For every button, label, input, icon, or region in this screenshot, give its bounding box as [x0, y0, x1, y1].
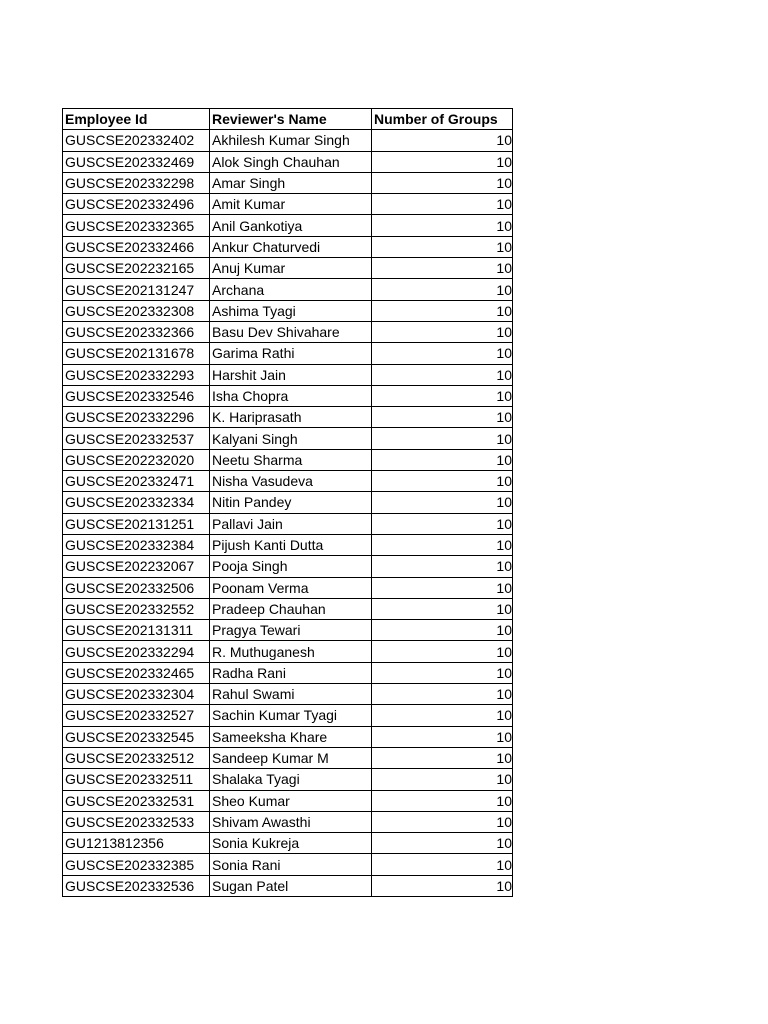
cell-reviewer-name[interactable]: Poonam Verma — [210, 577, 372, 598]
table-row — [63, 556, 513, 577]
cell-reviewer-name[interactable]: Anuj Kumar — [210, 258, 372, 279]
cell-number-of-groups[interactable]: 10 — [372, 705, 513, 726]
table-row — [63, 598, 513, 619]
cell-number-of-groups[interactable]: 10 — [372, 130, 513, 151]
table-row — [63, 875, 513, 896]
table-row — [63, 449, 513, 470]
reviewer-table — [62, 108, 513, 897]
table-row — [63, 534, 513, 555]
cell-reviewer-name[interactable]: Pradeep Chauhan — [210, 598, 372, 619]
cell-reviewer-name[interactable]: Amit Kumar — [210, 194, 372, 215]
cell-reviewer-name[interactable]: Sonia Rani — [210, 854, 372, 875]
cell-employee-id[interactable]: GU1213812356 — [63, 833, 210, 854]
cell-reviewer-name[interactable]: Amar Singh — [210, 172, 372, 193]
cell-employee-id[interactable]: GUSCSE202332533 — [63, 811, 210, 832]
cell-reviewer-name[interactable]: Anil Gankotiya — [210, 215, 372, 236]
cell-reviewer-name[interactable]: Isha Chopra — [210, 385, 372, 406]
cell-reviewer-name[interactable]: Sandeep Kumar M — [210, 747, 372, 768]
cell-reviewer-name[interactable]: Sheo Kumar — [210, 790, 372, 811]
cell-reviewer-name[interactable]: K. Hariprasath — [210, 407, 372, 428]
cell-employee-id[interactable]: GUSCSE202332296 — [63, 407, 210, 428]
cell-employee-id[interactable]: GUSCSE202332402 — [63, 130, 210, 151]
cell-reviewer-name[interactable]: Pijush Kanti Dutta — [210, 534, 372, 555]
cell-number-of-groups[interactable]: 10 — [372, 811, 513, 832]
cell-number-of-groups[interactable]: 10 — [372, 556, 513, 577]
table-row — [63, 343, 513, 364]
table-row — [63, 684, 513, 705]
cell-employee-id[interactable]: GUSCSE202232165 — [63, 258, 210, 279]
cell-number-of-groups[interactable]: 10 — [372, 407, 513, 428]
cell-employee-id[interactable]: GUSCSE202332294 — [63, 641, 210, 662]
cell-reviewer-name[interactable]: Garima Rathi — [210, 343, 372, 364]
cell-number-of-groups[interactable]: 10 — [372, 726, 513, 747]
table-row — [63, 215, 513, 236]
cell-number-of-groups[interactable]: 10 — [372, 598, 513, 619]
table-row — [63, 747, 513, 768]
table-row — [63, 428, 513, 449]
cell-employee-id[interactable]: GUSCSE202332465 — [63, 662, 210, 683]
cell-reviewer-name[interactable]: Pallavi Jain — [210, 513, 372, 534]
cell-reviewer-name[interactable]: Nitin Pandey — [210, 492, 372, 513]
table-row — [63, 321, 513, 342]
cell-employee-id[interactable]: GUSCSE202332511 — [63, 769, 210, 790]
cell-employee-id[interactable]: GUSCSE202332536 — [63, 875, 210, 896]
cell-employee-id[interactable]: GUSCSE202232020 — [63, 449, 210, 470]
cell-number-of-groups[interactable]: 10 — [372, 875, 513, 896]
cell-reviewer-name[interactable]: Pragya Tewari — [210, 620, 372, 641]
cell-number-of-groups[interactable]: 10 — [372, 321, 513, 342]
cell-number-of-groups[interactable]: 10 — [372, 747, 513, 768]
table-row — [63, 726, 513, 747]
cell-employee-id[interactable]: GUSCSE202332298 — [63, 172, 210, 193]
table-row — [63, 513, 513, 534]
cell-employee-id[interactable]: GUSCSE202332546 — [63, 385, 210, 406]
table-row — [63, 811, 513, 832]
table-row — [63, 705, 513, 726]
cell-number-of-groups[interactable]: 10 — [372, 428, 513, 449]
table-row — [63, 300, 513, 321]
cell-employee-id[interactable]: GUSCSE202332512 — [63, 747, 210, 768]
cell-reviewer-name[interactable]: Shivam Awasthi — [210, 811, 372, 832]
cell-number-of-groups[interactable]: 10 — [372, 215, 513, 236]
cell-employee-id[interactable]: GUSCSE202131311 — [63, 620, 210, 641]
cell-reviewer-name[interactable]: Akhilesh Kumar Singh — [210, 130, 372, 151]
cell-number-of-groups[interactable]: 10 — [372, 833, 513, 854]
cell-employee-id[interactable]: GUSCSE202332537 — [63, 428, 210, 449]
cell-reviewer-name[interactable]: Sachin Kumar Tyagi — [210, 705, 372, 726]
table-row — [63, 236, 513, 257]
table-row — [63, 172, 513, 193]
cell-reviewer-name[interactable]: R. Muthuganesh — [210, 641, 372, 662]
table-row — [63, 279, 513, 300]
cell-employee-id[interactable]: GUSCSE202332527 — [63, 705, 210, 726]
cell-number-of-groups[interactable]: 10 — [372, 279, 513, 300]
cell-number-of-groups[interactable]: 10 — [372, 492, 513, 513]
cell-number-of-groups[interactable]: 10 — [372, 300, 513, 321]
table-row — [63, 641, 513, 662]
table-row — [63, 577, 513, 598]
table-row — [63, 769, 513, 790]
cell-reviewer-name[interactable]: Nisha Vasudeva — [210, 471, 372, 492]
table-row — [63, 364, 513, 385]
cell-employee-id[interactable]: GUSCSE202131247 — [63, 279, 210, 300]
table-row — [63, 471, 513, 492]
table-row — [63, 130, 513, 151]
cell-employee-id[interactable]: GUSCSE202332366 — [63, 321, 210, 342]
table-row — [63, 258, 513, 279]
header-number-of-groups[interactable]: Number of Groups — [372, 109, 513, 130]
header-row — [63, 109, 513, 130]
table-row — [63, 620, 513, 641]
table-body — [63, 130, 513, 897]
cell-number-of-groups[interactable]: 10 — [372, 471, 513, 492]
cell-employee-id[interactable]: GUSCSE202332552 — [63, 598, 210, 619]
cell-reviewer-name[interactable]: Ankur Chaturvedi — [210, 236, 372, 257]
cell-reviewer-name[interactable]: Harshit Jain — [210, 364, 372, 385]
table-row — [63, 790, 513, 811]
cell-number-of-groups[interactable]: 10 — [372, 343, 513, 364]
cell-employee-id[interactable]: GUSCSE202232067 — [63, 556, 210, 577]
cell-employee-id[interactable]: GUSCSE202332469 — [63, 151, 210, 172]
cell-employee-id[interactable]: GUSCSE202332308 — [63, 300, 210, 321]
header-reviewer-name[interactable]: Reviewer's Name — [210, 109, 372, 130]
cell-number-of-groups[interactable]: 10 — [372, 449, 513, 470]
cell-employee-id[interactable]: GUSCSE202131678 — [63, 343, 210, 364]
cell-employee-id[interactable]: GUSCSE202332384 — [63, 534, 210, 555]
table-row — [63, 662, 513, 683]
cell-number-of-groups[interactable]: 10 — [372, 364, 513, 385]
table-row — [63, 492, 513, 513]
table-row — [63, 407, 513, 428]
table-row — [63, 854, 513, 875]
cell-reviewer-name[interactable]: Alok Singh Chauhan — [210, 151, 372, 172]
cell-number-of-groups[interactable]: 10 — [372, 662, 513, 683]
cell-reviewer-name[interactable]: Kalyani Singh — [210, 428, 372, 449]
cell-number-of-groups[interactable]: 10 — [372, 513, 513, 534]
cell-number-of-groups[interactable]: 10 — [372, 258, 513, 279]
table-row — [63, 833, 513, 854]
table-row — [63, 194, 513, 215]
cell-employee-id[interactable]: GUSCSE202332365 — [63, 215, 210, 236]
cell-number-of-groups[interactable]: 10 — [372, 641, 513, 662]
table-row — [63, 385, 513, 406]
cell-employee-id[interactable]: GUSCSE202332471 — [63, 471, 210, 492]
cell-employee-id[interactable]: GUSCSE202332496 — [63, 194, 210, 215]
cell-employee-id[interactable]: GUSCSE202332293 — [63, 364, 210, 385]
cell-reviewer-name[interactable]: Shalaka Tyagi — [210, 769, 372, 790]
cell-employee-id[interactable]: GUSCSE202332334 — [63, 492, 210, 513]
cell-reviewer-name[interactable]: Archana — [210, 279, 372, 300]
cell-reviewer-name[interactable]: Neetu Sharma — [210, 449, 372, 470]
cell-reviewer-name[interactable]: Sonia Kukreja — [210, 833, 372, 854]
cell-employee-id[interactable]: GUSCSE202332466 — [63, 236, 210, 257]
cell-employee-id[interactable]: GUSCSE202332385 — [63, 854, 210, 875]
cell-number-of-groups[interactable]: 10 — [372, 172, 513, 193]
cell-employee-id[interactable]: GUSCSE202131251 — [63, 513, 210, 534]
table-row — [63, 151, 513, 172]
cell-number-of-groups[interactable]: 10 — [372, 385, 513, 406]
cell-reviewer-name[interactable]: Sameeksha Khare — [210, 726, 372, 747]
cell-employee-id[interactable]: GUSCSE202332545 — [63, 726, 210, 747]
cell-reviewer-name[interactable]: Basu Dev Shivahare — [210, 321, 372, 342]
cell-number-of-groups[interactable]: 10 — [372, 620, 513, 641]
cell-number-of-groups[interactable]: 10 — [372, 236, 513, 257]
cell-reviewer-name[interactable]: Radha Rani — [210, 662, 372, 683]
cell-employee-id[interactable]: GUSCSE202332304 — [63, 684, 210, 705]
cell-number-of-groups[interactable]: 10 — [372, 577, 513, 598]
cell-number-of-groups[interactable]: 10 — [372, 684, 513, 705]
cell-number-of-groups[interactable]: 10 — [372, 194, 513, 215]
cell-number-of-groups[interactable]: 10 — [372, 790, 513, 811]
cell-number-of-groups[interactable]: 10 — [372, 769, 513, 790]
cell-number-of-groups[interactable]: 10 — [372, 534, 513, 555]
cell-employee-id[interactable]: GUSCSE202332531 — [63, 790, 210, 811]
cell-reviewer-name[interactable]: Sugan Patel — [210, 875, 372, 896]
table-header — [63, 109, 513, 130]
cell-number-of-groups[interactable]: 10 — [372, 151, 513, 172]
header-employee-id[interactable]: Employee Id — [63, 109, 210, 130]
cell-reviewer-name[interactable]: Ashima Tyagi — [210, 300, 372, 321]
cell-employee-id[interactable]: GUSCSE202332506 — [63, 577, 210, 598]
cell-reviewer-name[interactable]: Pooja Singh — [210, 556, 372, 577]
cell-reviewer-name[interactable]: Rahul Swami — [210, 684, 372, 705]
cell-number-of-groups[interactable]: 10 — [372, 854, 513, 875]
